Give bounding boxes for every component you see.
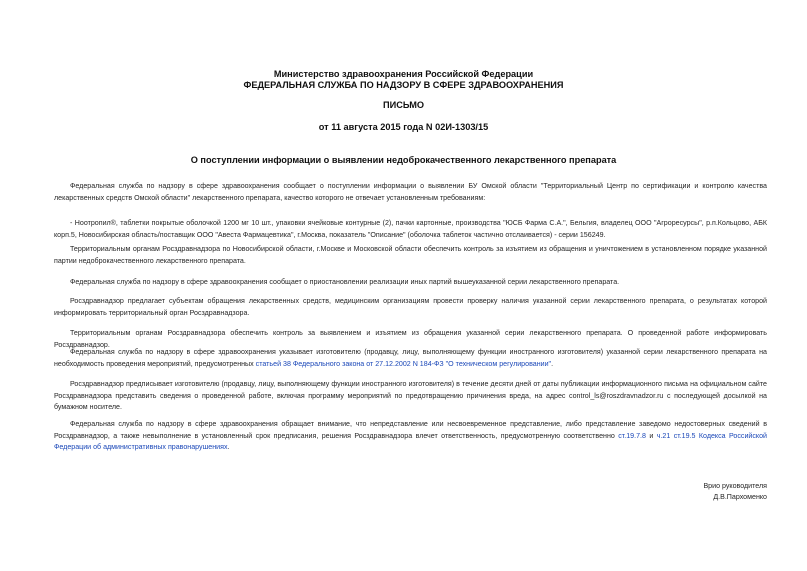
article-19-5-link[interactable]: ч.21 ст.19.5 Кодекса Российской Федерации об административных правонарушениях xyxy=(54,431,768,452)
paragraph-check-request: Росздравнадзор предлагает субъектам обращения лекарственных средств, медицинским организациям провести проверку наличия указанной серии лекарственного препарата, о результатах которой информировать территориальный орган Росздравнадзора. xyxy=(54,297,767,317)
ministry-title: Министерство здравоохранения Российской Федерации xyxy=(273,69,534,79)
article-19-7-8-link[interactable]: ст.19.7.8 xyxy=(618,431,646,440)
service-title: ФЕДЕРАЛЬНАЯ СЛУЖБА ПО НАДЗОРУ В СФЕРЕ ЗДРАВООХРАНЕНИЯ xyxy=(243,80,564,90)
paragraph-text: Федеральная служба по надзору в сфере здравоохранения обращает внимание, что непредставление или несвоевременное представление, либо представление заведомо недостоверных сведений в Росздравнадзор, а также невыполнение в установленный срок предписания, решения Росздравнадзора влечет ответственность, предусмотренную соответственно xyxy=(54,420,767,440)
paragraph-report-order: Росздравнадзор предписывает изготовителю (продавцу, лицу, выполняющему функции иностранного изготовителя) в течение десяти дней от даты публикации информационного письма на официальном сайте Росздравнадзора представить сведения о проведенной работе, включая программу мероприятий по предотвращению причинения вреда, на адрес control_ls@roszdravnadzor.ru с последующей досылкой на бумажном носителе. xyxy=(54,380,767,412)
paragraph-suspension: Федеральная служба по надзору в сфере здравоохранения сообщает о приостановлении реализации иных партий вышеуказанной серии лекарственного препарата. xyxy=(70,278,620,286)
paragraph-drug-details: - Ноотропил®, таблетки покрытые оболочкой 1200 мг 10 шт., упаковки ячейковые контурные (2), пачки картонные, производства "ЮСБ Фарма С.А.", Бельгия, владелец ООО "Агроресурсы", р.п.Кольцово, АБК корп.5, Новосибирская область/поставщик ООО "Авеста Фармацевтика", г.Москва, показатель "Описание" (оболочка таблеток частично отслаивается) - серии 156249. xyxy=(54,219,767,239)
paragraph-text: Федеральная служба по надзору в сфере здравоохранения указывает изготовителю (продавцу, лицу, выполняющему функции иностранного изготовителя) указанной серии лекарственного препарата на необходимость проведения мероприятий, предусмотренных xyxy=(54,348,767,368)
document-subject: О поступлении информации о выявлении недоброкачественного лекарственного препарата xyxy=(190,155,617,165)
signature-name: Д.В.Пархоменко xyxy=(713,493,767,501)
document-type: ПИСЬМО xyxy=(382,100,425,110)
paragraph-manufacturer-measures xyxy=(54,347,767,370)
paragraph-withdrawal-control: Территориальным органам Росздравнадзора обеспечить контроль за выявлением и изъятием из обращения указанной серии лекарственного препарата. О проведенной работе информировать Росздравнадзор. xyxy=(54,329,767,349)
law-184-fz-link[interactable]: статьей 38 Федерального закона от 27.12.2002 N 184-ФЗ "О техническом регулировании" xyxy=(255,359,552,368)
paragraph-text: . xyxy=(227,443,230,452)
paragraph-notification: Федеральная служба по надзору в сфере здравоохранения сообщает о поступлении информации о выявлении БУ Омской области "Территориальный Центр по сертификации и контролю качества лекарственных средств Омской области" лекарственного препарата, качество которого не отвечает установленным требованиям: xyxy=(54,182,767,202)
paragraph-liability xyxy=(54,419,767,454)
document-date-number: от 11 августа 2015 года N 02И-1303/15 xyxy=(318,122,489,132)
paragraph-territorial-control: Территориальным органам Росздравнадзора по Новосибирской области, г.Москве и Московской области обеспечить контроль за изъятием из обращения и уничтожением в установленном порядке указанной партии недоброкачественного лекарственного препарата. xyxy=(54,245,767,265)
paragraph-text: и xyxy=(645,431,657,440)
paragraph-text: . xyxy=(551,359,554,368)
signature-position: Врио руководителя xyxy=(703,482,767,490)
